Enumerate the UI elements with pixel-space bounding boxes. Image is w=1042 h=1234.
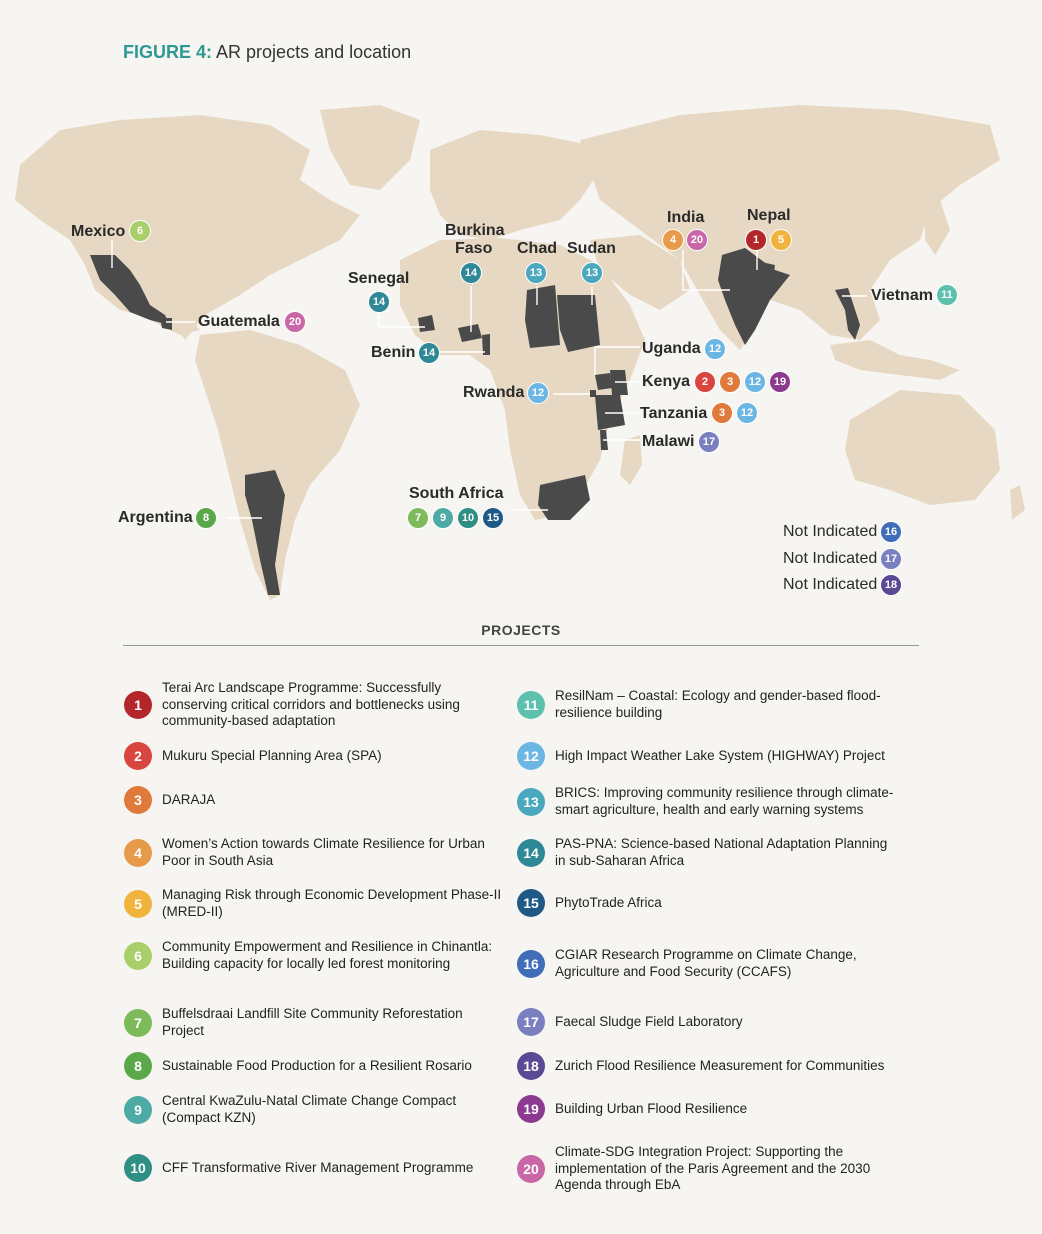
badge-mexico-6: 6 bbox=[129, 220, 151, 242]
project-item-18 bbox=[517, 1052, 900, 1080]
project-item-5 bbox=[124, 887, 507, 920]
project-text: Women’s Action towards Climate Resilience for Urban Poor in South Asia bbox=[162, 836, 485, 868]
label-chad: Chad bbox=[517, 240, 557, 257]
project-badge: 11 bbox=[517, 691, 545, 719]
badge-nepal-1: 1 bbox=[745, 229, 767, 251]
project-item-8 bbox=[124, 1052, 507, 1080]
project-item-15 bbox=[517, 889, 900, 917]
project-badge: 4 bbox=[124, 839, 152, 867]
badge-india-20: 20 bbox=[686, 229, 708, 251]
project-text: Community Empowerment and Resilience in Chinantla: Building capacity for locally led forest monitoring bbox=[162, 939, 493, 971]
project-item-2 bbox=[124, 742, 507, 770]
southeast-asia-landmass bbox=[830, 340, 960, 380]
label-guatemala: Guatemala bbox=[198, 313, 280, 330]
project-item-1 bbox=[124, 680, 507, 730]
project-text: Sustainable Food Production for a Resilient Rosario bbox=[162, 1057, 472, 1073]
badge-south-africa-9: 9 bbox=[432, 507, 454, 529]
project-text: High Impact Weather Lake System (HIGHWAY) Project bbox=[555, 747, 885, 763]
project-text: Climate-SDG Integration Project: Supporting the implementation of the Paris Agreement and the 2030 Agenda through EbA bbox=[555, 1144, 871, 1192]
project-text: Buffelsdraai Landfill Site Community Reforestation Project bbox=[162, 1006, 463, 1038]
label-uganda: Uganda bbox=[642, 340, 701, 357]
australia-landmass bbox=[845, 390, 1000, 505]
label-senegal: Senegal bbox=[348, 270, 410, 287]
project-item-12 bbox=[517, 742, 900, 770]
project-text: DARAJA bbox=[162, 791, 216, 807]
badge-south-africa-7: 7 bbox=[407, 507, 429, 529]
label-burkina-faso-line1: Burkina bbox=[445, 222, 505, 239]
uganda-shape bbox=[595, 373, 612, 390]
badge-kenya-12: 12 bbox=[744, 371, 766, 393]
project-badge: 19 bbox=[517, 1095, 545, 1123]
label-india: India bbox=[667, 209, 705, 226]
badge-vietnam-11: 11 bbox=[936, 284, 958, 306]
label-rwanda: Rwanda bbox=[463, 384, 525, 401]
project-text: ResilNam – Coastal: Ecology and gender-based flood-resilience building bbox=[555, 688, 881, 720]
south-america-landmass bbox=[195, 330, 360, 600]
project-badge: 3 bbox=[124, 786, 152, 814]
label-tanzania: Tanzania bbox=[640, 405, 708, 422]
project-item-6 bbox=[124, 939, 507, 972]
label-argentina: Argentina bbox=[118, 509, 193, 526]
madagascar-landmass bbox=[620, 435, 642, 485]
label-benin: Benin bbox=[371, 344, 416, 361]
project-badge: 8 bbox=[124, 1052, 152, 1080]
new-zealand-landmass bbox=[1010, 485, 1025, 520]
badge-kenya-2: 2 bbox=[694, 371, 716, 393]
figure-title bbox=[123, 42, 411, 63]
badge-sudan-13: 13 bbox=[581, 262, 603, 284]
badge-malawi-17: 17 bbox=[698, 431, 720, 453]
japan-landmass bbox=[925, 200, 950, 255]
project-badge: 12 bbox=[517, 742, 545, 770]
badge-kenya-3: 3 bbox=[719, 371, 741, 393]
badge-nepal-5: 5 bbox=[770, 229, 792, 251]
project-text: BRICS: Improving community resilience through climate-smart agriculture, health and early warning systems bbox=[555, 785, 894, 817]
badge-india-4: 4 bbox=[662, 229, 684, 251]
label-nepal: Nepal bbox=[747, 207, 791, 224]
badge-kenya-19: 19 bbox=[769, 371, 791, 393]
project-text: Central KwaZulu-Natal Climate Change Compact (Compact KZN) bbox=[162, 1093, 457, 1125]
label-malawi: Malawi bbox=[642, 433, 695, 450]
badge-benin-14: 14 bbox=[418, 342, 440, 364]
project-item-7 bbox=[124, 1006, 507, 1039]
project-text: Faecal Sludge Field Laboratory bbox=[555, 1013, 743, 1029]
project-item-19 bbox=[517, 1095, 900, 1123]
project-badge: 20 bbox=[517, 1155, 545, 1183]
badge-not-indicated-16: 16 bbox=[880, 521, 902, 543]
project-badge: 6 bbox=[124, 942, 152, 970]
project-text: CGIAR Research Programme on Climate Change, Agriculture and Food Security (CCAFS) bbox=[555, 947, 857, 979]
project-badge: 10 bbox=[124, 1154, 152, 1182]
badge-senegal-14: 14 bbox=[368, 291, 390, 313]
project-item-3 bbox=[124, 786, 507, 814]
figure-tag: FIGURE 4: bbox=[123, 42, 213, 62]
projects-divider bbox=[123, 645, 919, 646]
badge-argentina-8: 8 bbox=[195, 507, 217, 529]
label-sudan: Sudan bbox=[567, 240, 616, 257]
project-text: Zurich Flood Resilience Measurement for Communities bbox=[555, 1057, 885, 1073]
project-badge: 17 bbox=[517, 1008, 545, 1036]
not-indicated-17-label: Not Indicated bbox=[783, 550, 878, 567]
project-badge: 1 bbox=[124, 691, 152, 719]
project-text: PhytoTrade Africa bbox=[555, 894, 662, 910]
guatemala-shape bbox=[160, 318, 172, 330]
label-south-africa: South Africa bbox=[409, 485, 504, 502]
project-text: CFF Transformative River Management Programme bbox=[162, 1159, 474, 1175]
project-item-14 bbox=[517, 836, 900, 869]
project-text: Mukuru Special Planning Area (SPA) bbox=[162, 747, 382, 763]
project-badge: 9 bbox=[124, 1096, 152, 1124]
projects-heading: PROJECTS bbox=[481, 622, 561, 638]
badge-south-africa-15: 15 bbox=[482, 507, 504, 529]
badge-guatemala-20: 20 bbox=[284, 311, 306, 333]
project-text: Terai Arc Landscape Programme: Successfully conserving critical corridors and bottlenecks using community-based adaptation bbox=[162, 680, 460, 728]
north-america-landmass bbox=[15, 115, 360, 340]
project-badge: 7 bbox=[124, 1009, 152, 1037]
project-item-11 bbox=[517, 688, 900, 721]
badge-chad-13: 13 bbox=[525, 262, 547, 284]
badge-uganda-12: 12 bbox=[704, 338, 726, 360]
label-vietnam: Vietnam bbox=[871, 287, 933, 304]
not-indicated-18-label: Not Indicated bbox=[783, 576, 878, 593]
project-item-10 bbox=[124, 1154, 507, 1182]
project-item-17 bbox=[517, 1008, 900, 1036]
badge-rwanda-12: 12 bbox=[527, 382, 549, 404]
project-item-16 bbox=[517, 947, 900, 980]
label-mexico: Mexico bbox=[71, 223, 126, 240]
project-item-9 bbox=[124, 1093, 507, 1126]
project-badge: 18 bbox=[517, 1052, 545, 1080]
project-item-13 bbox=[517, 785, 900, 818]
badge-not-indicated-18: 18 bbox=[880, 574, 902, 596]
figure-title-text: AR projects and location bbox=[216, 42, 412, 62]
greenland-landmass bbox=[320, 105, 420, 190]
project-item-20 bbox=[517, 1144, 900, 1194]
chad-shape bbox=[525, 285, 560, 348]
badge-burkina-faso-14: 14 bbox=[460, 262, 482, 284]
project-text: PAS-PNA: Science-based National Adaptation Planning in sub-Saharan Africa bbox=[555, 836, 888, 868]
not-indicated-16-label: Not Indicated bbox=[783, 523, 878, 540]
project-badge: 16 bbox=[517, 950, 545, 978]
badge-south-africa-10: 10 bbox=[457, 507, 479, 529]
project-text: Building Urban Flood Resilience bbox=[555, 1100, 748, 1116]
badge-tanzania-3: 3 bbox=[711, 402, 733, 424]
project-badge: 14 bbox=[517, 839, 545, 867]
project-badge: 13 bbox=[517, 788, 545, 816]
project-item-4 bbox=[124, 836, 507, 869]
senegal-shape bbox=[418, 315, 435, 332]
project-badge: 2 bbox=[124, 742, 152, 770]
label-kenya: Kenya bbox=[642, 373, 691, 390]
badge-tanzania-12: 12 bbox=[736, 402, 758, 424]
project-text: Managing Risk through Economic Development Phase-II (MRED-II) bbox=[162, 887, 502, 919]
project-badge: 5 bbox=[124, 890, 152, 918]
label-burkina-faso-line2: Faso bbox=[455, 240, 493, 257]
badge-not-indicated-17: 17 bbox=[880, 548, 902, 570]
project-badge: 15 bbox=[517, 889, 545, 917]
